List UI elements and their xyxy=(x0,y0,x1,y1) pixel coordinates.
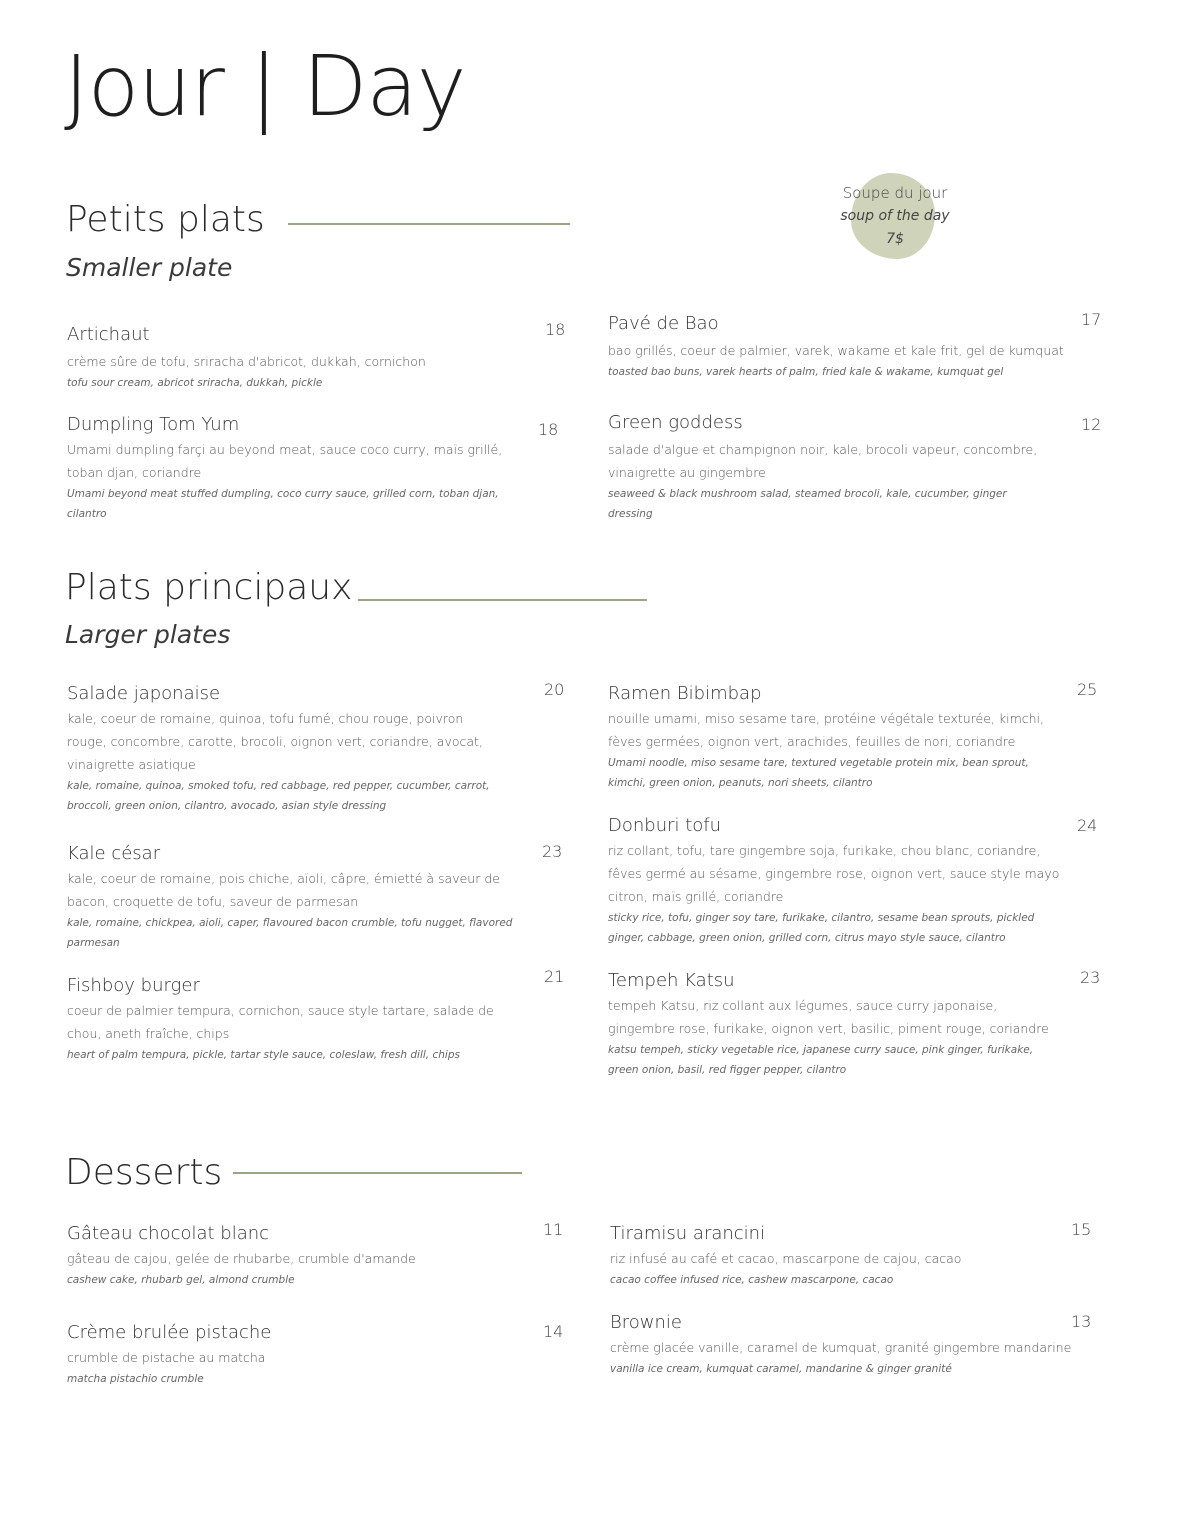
soup-subtitle: soup of the day xyxy=(840,208,950,224)
item-description-en: Umami noodle, miso sesame tare, textured vegetable protein mix, bean sprout, kimchi, green onion, peanuts, nori sheets, cilantro xyxy=(608,756,1029,789)
item-name: Pavé de Bao xyxy=(608,313,719,334)
menu-item-gateau-chocolat-blanc xyxy=(67,1223,567,1290)
item-description-fr: crème sûre de tofu, sriracha d'abricot, dukkah, cornichon xyxy=(67,353,426,369)
item-name: Salade japonaise xyxy=(67,683,221,704)
item-description-fr: Umami dumpling farçi au beyond meat, sauce coco curry, maïs grillé, toban djan, coriandre xyxy=(67,441,503,480)
item-name: Donburi tofu xyxy=(608,815,722,836)
item-description-fr: tempeh Katsu, riz collant aux légumes, sauce curry japonaise, gingembre rose, furikake, oignon vert, basilic, piment rouge, coriandre xyxy=(608,997,1049,1036)
menu-item-pave-de-bao xyxy=(608,313,1108,382)
item-description-fr: bao grillés, coeur de palmier, varek, wakame et kale frit, gel de kumquat xyxy=(608,342,1064,358)
item-name: Ramen Bibimbap xyxy=(608,683,762,704)
section-title-plats-principaux: Plats principaux xyxy=(65,567,353,608)
item-description-en: Umami beyond meat stuffed dumpling, coco curry sauce, grilled corn, toban djan, cilantro xyxy=(67,487,499,520)
menu-item-creme-brulee-pistache xyxy=(67,1322,567,1389)
menu-item-brownie xyxy=(610,1312,1110,1379)
item-name: Tempeh Katsu xyxy=(608,970,735,991)
item-description-en: cacao coffee infused rice, cashew mascarpone, cacao xyxy=(610,1273,894,1286)
section-title-desserts: Desserts xyxy=(65,1152,223,1193)
item-price: 14 xyxy=(543,1322,564,1341)
soup-title: Soupe du jour xyxy=(842,184,948,202)
item-description-en: kale, romaine, chickpea, aioli, caper, flavoured bacon crumble, tofu nugget, flavored parmesan xyxy=(67,916,513,949)
item-description-fr: coeur de palmier tempura, cornichon, sauce style tartare, salade de chou, aneth fraîche, chips xyxy=(67,1002,494,1041)
menu-item-artichaut xyxy=(67,324,567,393)
item-description-fr: salade d'algue et champignon noir, kale, brocoli vapeur, concombre, vinaigrette au gingembre xyxy=(608,441,1038,480)
item-description-fr: kale, coeur de romaine, pois chiche, aïoli, câpre, émietté à saveur de bacon, croquette de tofu, saveur de parmesan xyxy=(67,870,500,909)
menu-item-donburi-tofu xyxy=(608,815,1063,948)
item-price: 23 xyxy=(1080,968,1101,987)
item-description-fr: crème glacée vanille, caramel de kumquat, granité gingembre mandarine xyxy=(610,1339,1072,1355)
menu-item-salade-japonaise xyxy=(67,683,497,816)
item-description-en: heart of palm tempura, pickle, tartar style sauce, coleslaw, fresh dill, chips xyxy=(67,1048,460,1061)
item-description-fr: gâteau de cajou, gelée de rhubarbe, crumble d'amande xyxy=(67,1250,416,1266)
item-description-en: toasted bao buns, varek hearts of palm, fried kale & wakame, kumquat gel xyxy=(608,365,1004,378)
menu-item-fishboy-burger xyxy=(67,975,507,1065)
item-name: Dumpling Tom Yum xyxy=(67,414,240,435)
item-price: 17 xyxy=(1081,310,1102,329)
item-description-en: kale, romaine, quinoa, smoked tofu, red cabbage, red pepper, cucumber, carrot, broccoli, green onion, cilantro, avocado, asian style dressing xyxy=(67,779,490,812)
item-price: 21 xyxy=(544,967,565,986)
item-name: Brownie xyxy=(610,1312,683,1333)
item-price: 18 xyxy=(538,420,559,439)
item-price: 13 xyxy=(1071,1312,1092,1331)
item-price: 11 xyxy=(543,1220,564,1239)
item-description-fr: nouille umami, miso sesame tare, protéine végétale texturée, kimchi, fèves germées, oignon vert, arachides, feuilles de nori, coriandre xyxy=(608,710,1044,749)
section-divider xyxy=(288,223,570,225)
section-divider xyxy=(358,599,647,601)
section-subtitle-larger-plates: Larger plates xyxy=(65,620,231,649)
item-description-fr: kale, coeur de romaine, quinoa, tofu fumé, chou rouge, poivron rouge, concombre, carotte, brocoli, oignon vert, coriandre, avocat, vinaigrette asiatique xyxy=(67,710,483,772)
item-description-en: seaweed & black mushroom salad, steamed brocoli, kale, cucumber, ginger dressing xyxy=(608,487,1007,520)
item-name: Crème brulée pistache xyxy=(67,1322,272,1343)
item-price: 25 xyxy=(1077,680,1098,699)
item-name: Gâteau chocolat blanc xyxy=(67,1223,270,1244)
item-price: 18 xyxy=(545,320,566,339)
item-description-fr: riz collant, tofu, tare gingembre soja, furikake, chou blanc, coriandre, fêves germé au sésame, gingembre rose, oignon vert, sauce style mayo citron, maïs grillé, coriandre xyxy=(608,842,1060,904)
item-name: Artichaut xyxy=(67,324,150,345)
item-name: Fishboy burger xyxy=(67,975,200,996)
item-price: 20 xyxy=(544,680,565,699)
menu-item-green-goddess xyxy=(608,412,1048,524)
section-divider xyxy=(233,1172,522,1174)
item-description-en: vanilla ice cream, kumquat caramel, mandarine & ginger granité xyxy=(610,1362,952,1375)
menu-item-dumpling-tom-yum xyxy=(67,414,527,524)
item-description-en: tofu sour cream, abricot sriracha, dukkah, pickle xyxy=(67,376,323,389)
item-name: Tiramisu arancini xyxy=(610,1223,766,1244)
item-name: Kale césar xyxy=(67,843,161,864)
item-description-en: cashew cake, rhubarb gel, almond crumble xyxy=(67,1273,295,1286)
item-name: Green goddess xyxy=(608,412,743,433)
item-description-en: matcha pistachio crumble xyxy=(67,1372,204,1385)
soup-price: 7$ xyxy=(886,231,904,247)
section-subtitle-smaller-plate: Smaller plate xyxy=(66,253,233,282)
menu-item-tiramisu-arancini xyxy=(610,1223,1110,1290)
item-description-en: katsu tempeh, sticky vegetable rice, japanese curry sauce, pink ginger, furikake, green onion, basil, red figger pepper, cilantro xyxy=(608,1043,1034,1076)
section-title-petits-plats: Petits plats xyxy=(66,199,265,240)
item-price: 12 xyxy=(1081,415,1102,434)
soup-of-the-day xyxy=(820,182,970,251)
item-price: 24 xyxy=(1077,816,1098,835)
item-description-en: sticky rice, tofu, ginger soy tare, furikake, cilantro, sesame bean sprouts, pickled ginger, cabbage, green onion, grilled corn, citrus mayo style sauce, cilantro xyxy=(608,911,1035,944)
item-description-fr: crumble de pistache au matcha xyxy=(67,1349,266,1365)
menu-item-kale-cesar xyxy=(67,843,517,953)
item-description-fr: riz infusé au café et cacao, mascarpone de cajou, cacao xyxy=(610,1250,962,1266)
page-title: Jour | Day xyxy=(64,37,466,135)
menu-item-tempeh-katsu xyxy=(608,970,1063,1080)
menu-item-ramen-bibimbap xyxy=(608,683,1058,793)
item-price: 15 xyxy=(1071,1220,1092,1239)
item-price: 23 xyxy=(542,842,563,861)
